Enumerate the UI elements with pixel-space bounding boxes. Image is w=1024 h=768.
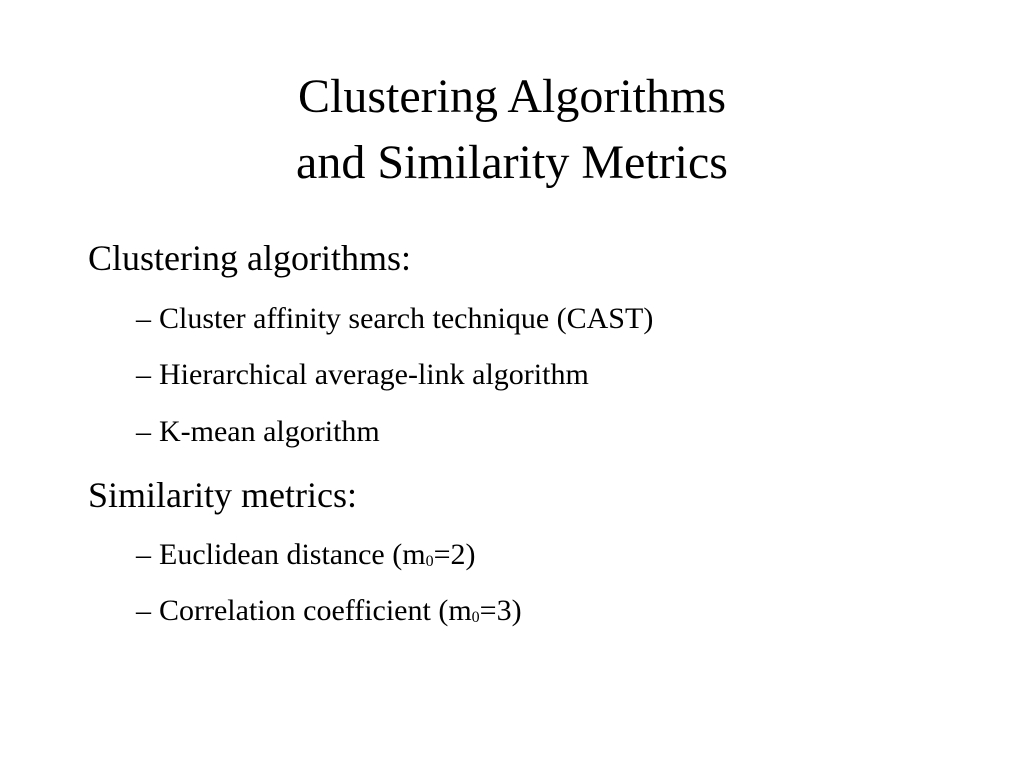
bullet-kmean — [136, 415, 380, 449]
dash-bullet: – — [136, 415, 151, 448]
bullet-text-before: Correlation coefficient (m — [159, 594, 472, 627]
bullet-text-before: Euclidean distance (m — [159, 538, 426, 571]
bullet-text: Hierarchical average-link algorithm — [159, 358, 589, 391]
dash-bullet: – — [136, 538, 151, 571]
subscript: 0 — [425, 553, 434, 570]
bullet-text-after: =2) — [433, 538, 476, 571]
section-heading-clustering: Clustering algorithms: — [88, 238, 411, 278]
bullet-correlation — [136, 594, 522, 633]
bullet-text: K-mean algorithm — [159, 415, 380, 448]
bullet-hierarchical — [136, 358, 589, 392]
bullet-euclidean — [136, 538, 475, 577]
dash-bullet: – — [136, 358, 151, 391]
slide-title — [0, 64, 1024, 196]
bullet-cast — [136, 302, 653, 336]
bullet-text: Cluster affinity search technique (CAST) — [159, 302, 654, 335]
bullet-text-after: =3) — [479, 594, 522, 627]
title-line-2: and Similarity Metrics — [296, 136, 728, 189]
dash-bullet: – — [136, 594, 151, 627]
title-line-1: Clustering Algorithms — [297, 70, 726, 123]
dash-bullet: – — [136, 302, 151, 335]
section-heading-similarity: Similarity metrics: — [88, 475, 357, 515]
subscript: 0 — [471, 609, 480, 626]
